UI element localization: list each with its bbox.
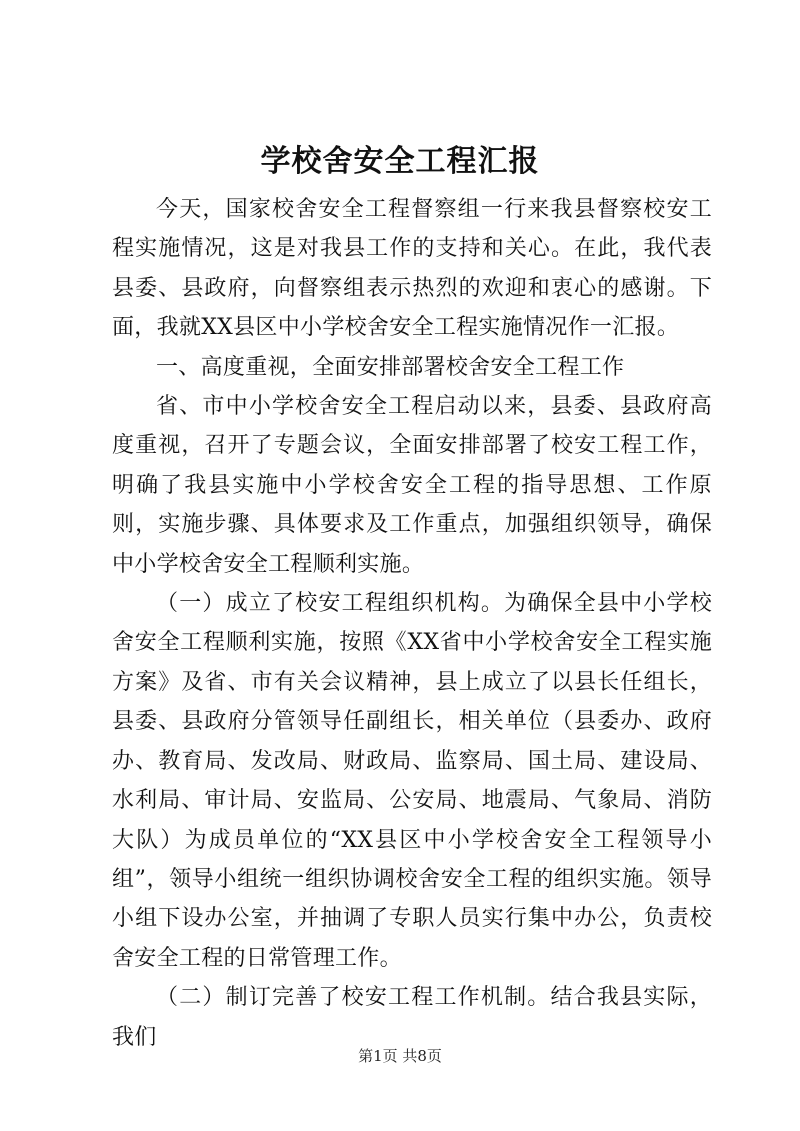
paragraph-subsection-2: （二）制订完善了校安工程工作机制。结合我县实际，我们 <box>112 985 712 1050</box>
paragraph-section-1: 省、市中小学校舍安全工程启动以来，县委、县政府高度重视，召开了专题会议，全面安排部署了校安工程工作，明确了我县实施中小学校舍安全工程的指导思想、工作原则，实施步骤、具体要求及工作重点，加强组织领导，确保中小学校舍安全工程顺利实施。 <box>112 394 712 577</box>
page-number-footer: 第1页 共8页 <box>358 1047 442 1065</box>
section-heading-1: 一、高度重视，全面安排部署校舍安全工程工作 <box>156 354 625 380</box>
paragraph-subsection-1: （一）成立了校安工程组织机构。为确保全县中小学校舍安全工程顺利实施，按照《XX省中小学校舍安全工程实施方案》及省、市有关会议精神，县上成立了以县长任组长，县委、县政府分管领导任副组长，相关单位（县委办、政府办、教育局、发改局、财政局、监察局、国土局、建设局、水利局、审计局、安监局、公安局、地震局、气象局、消防大队）为成员单位的“XX县区中小学校舍安全工程领导小组”，领导小组统一组织协调校舍安全工程的组织实施。领导小组下设办公室，并抽调了专职人员实行集中办公，负责校舍安全工程的日常管理工作。 <box>112 591 712 971</box>
document-body <box>112 190 712 1057</box>
paragraph-intro: 今天，国家校舍安全工程督察组一行来我县督察校安工程实施情况，这是对我县工作的支持和关心。在此，我代表县委、县政府，向督察组表示热烈的欢迎和衷心的感谢。下面，我就XX县区中小学校舍安全工程实施情况作一汇报。 <box>112 197 712 341</box>
document-title: 学校舍安全工程汇报 <box>260 144 540 179</box>
